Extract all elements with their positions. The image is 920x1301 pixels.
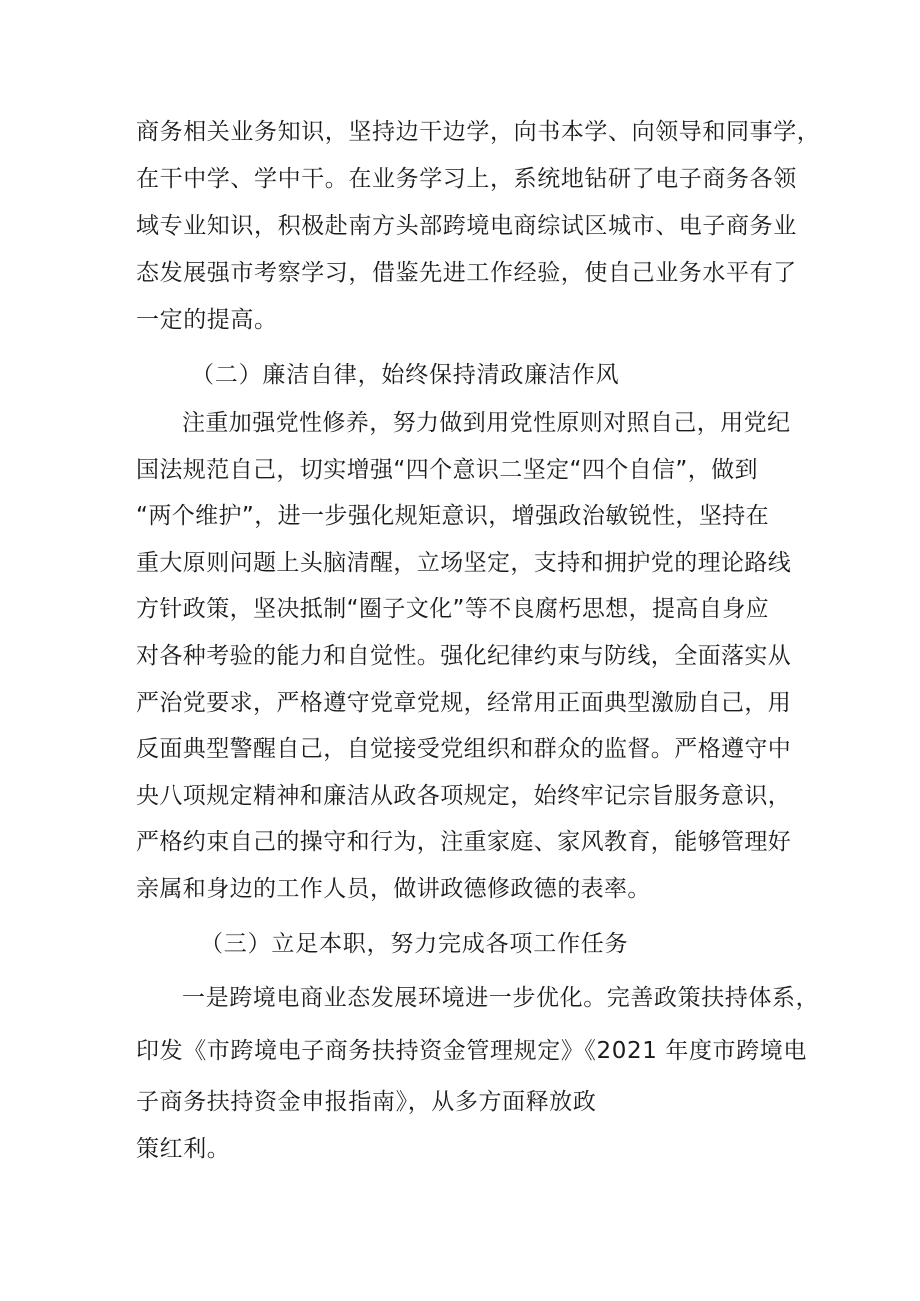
- paragraph-line: “两个维护”，进一步强化规矩意识，增强政治敏锐性，坚持在: [136, 503, 770, 529]
- paragraph-line: 亲属和身边的工作人员，做讲政德修政德的表率。: [136, 876, 651, 902]
- paragraph-line: 印发《市跨境电子商务扶持资金管理规定》《2021 年度市跨境电: [136, 1038, 807, 1064]
- paragraph-line: 反面典型警醒自己，自觉接受党组织和群众的监督。严格遵守中: [136, 736, 792, 762]
- paragraph-line: 一定的提高。: [136, 307, 278, 333]
- paragraph-line: 子商务扶持资金申报指南》，从多方面释放政: [136, 1089, 597, 1115]
- paragraph-line: 央八项规定精神和廉洁从政各项规定，始终牢记宗旨服务意识，: [136, 783, 792, 809]
- paragraph-line: 方针政策，坚决抵制“圈子文化”等不良腐朽思想，提高自身应: [136, 596, 770, 622]
- paragraph-line: 态发展强市考察学习，借鉴先进工作经验，使自己业务水平有了: [136, 260, 797, 286]
- paragraph-line: 严格约束自己的操守和行为，注重家庭、家风教育，能够管理好: [136, 829, 792, 855]
- paragraph-line: 严治党要求，严格遵守党章党规，经常用正面典型激励自己，用: [136, 690, 792, 716]
- paragraph-line: 国法规范自己，切实增强“四个意识二坚定“四个自信”，做到: [136, 457, 758, 483]
- paragraph-line: 对各种考验的能力和自觉性。强化纪律约束与防线，全面落实从: [136, 643, 792, 669]
- paragraph-line: 在干中学、学中干。在业务学习上，系统地钻研了电子商务各领: [136, 166, 797, 192]
- paragraph-line: 一是跨境电商业态发展环境进一步优化。完善政策扶持体系，: [182, 985, 820, 1011]
- section-heading-3: （三）立足本职，努力完成各项工作任务: [200, 931, 629, 957]
- paragraph-line: 域专业知识，积极赴南方头部跨境电商综试区城市、电子商务业: [136, 213, 797, 239]
- paragraph-line: 商务相关业务知识，坚持边干边学，向书本学、向领导和同事学，: [136, 119, 821, 145]
- paragraph-line: 注重加强党性修养，努力做到用党性原则对照自己，用党纪: [182, 410, 791, 436]
- paragraph-line: 重大原则问题上头脑清醒，立场坚定，支持和拥护党的理论路线: [136, 550, 792, 576]
- paragraph-line: 策红利。: [136, 1136, 231, 1162]
- section-heading-2: （二）廉洁自律，始终保持清政廉洁作风: [191, 362, 620, 388]
